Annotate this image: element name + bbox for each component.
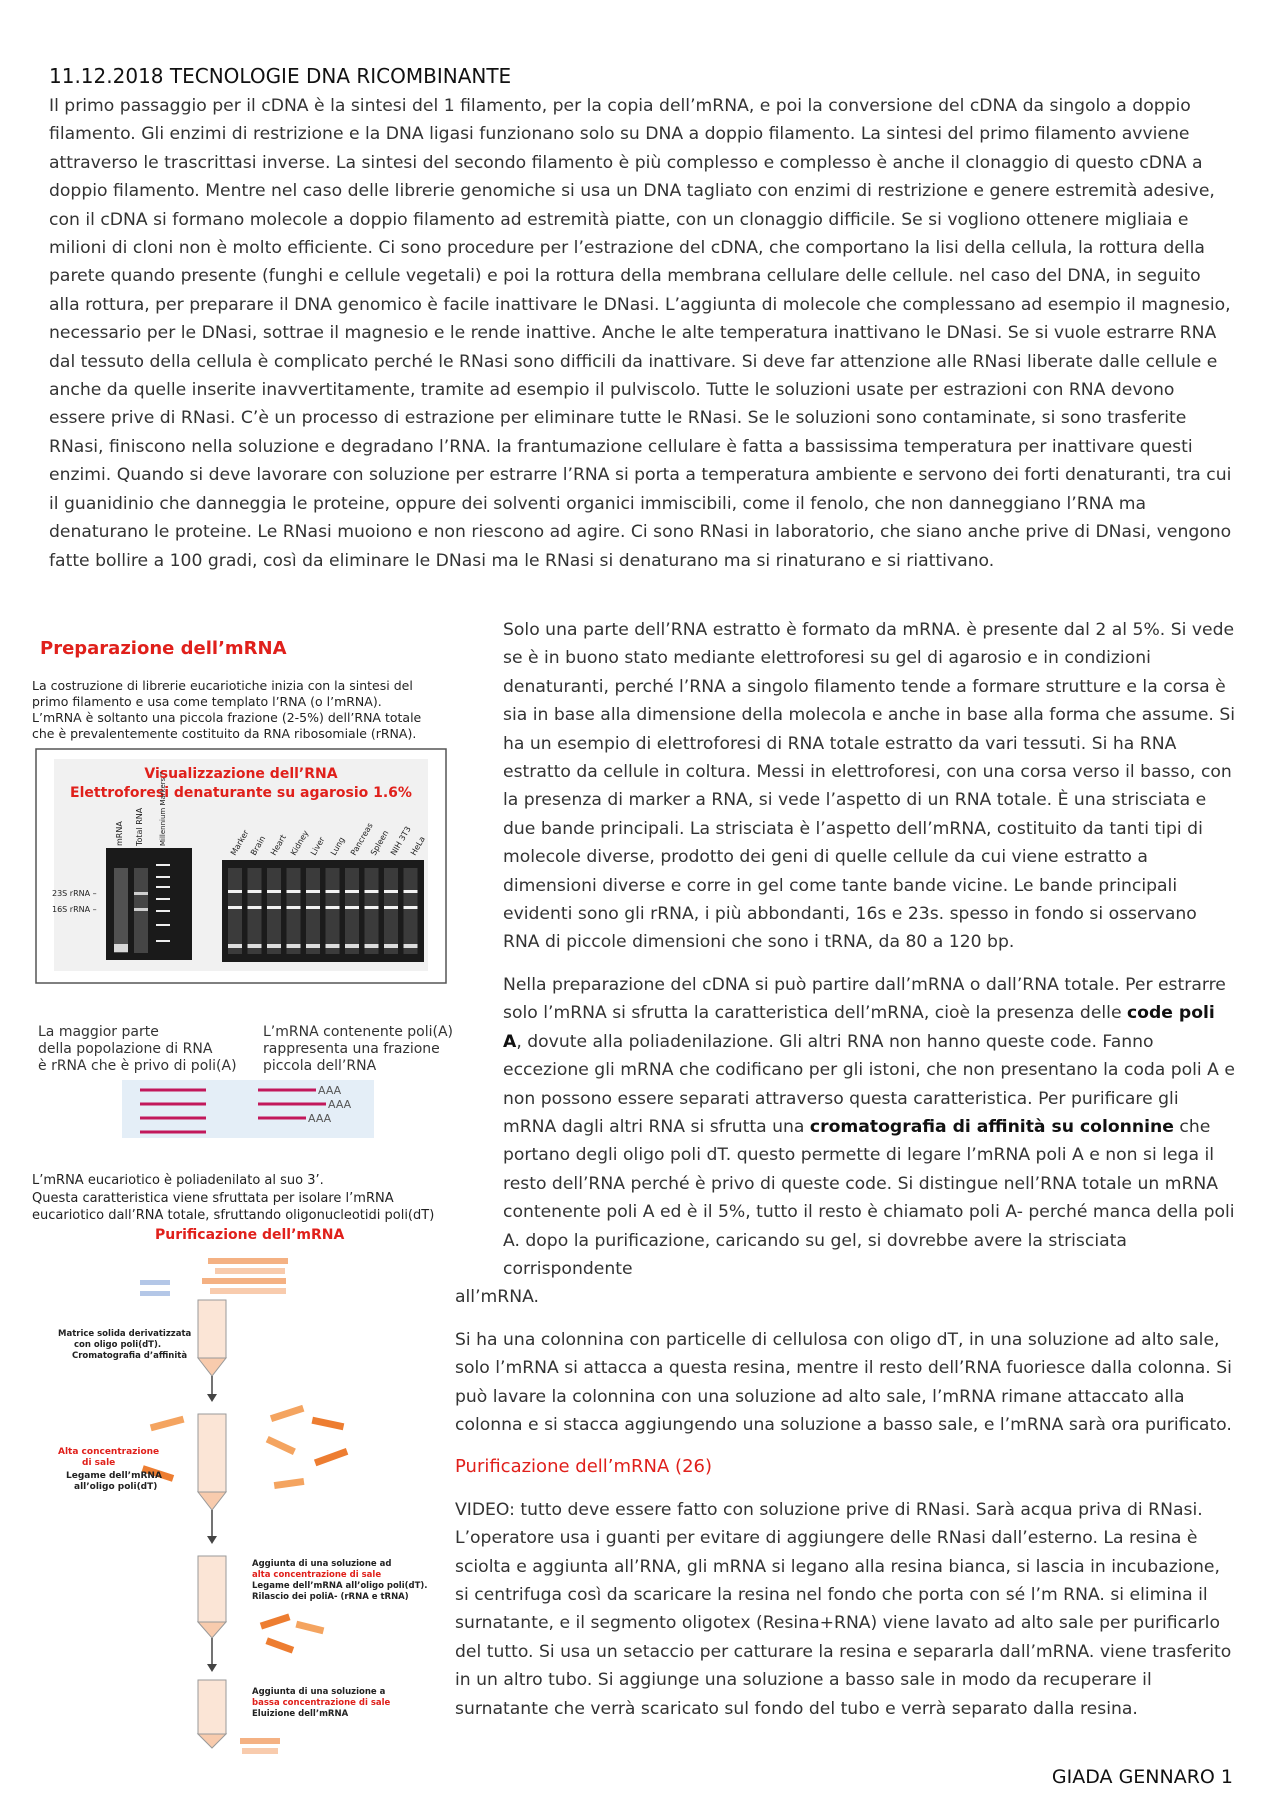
bold-code-poli-a: code poli A — [503, 1003, 1215, 1052]
svg-text:Liver: Liver — [308, 835, 327, 857]
svg-text:NIH 3T3: NIH 3T3 — [388, 824, 413, 857]
svg-text:Kidney: Kidney — [288, 828, 311, 857]
right-column-text — [455, 616, 1237, 1737]
bold-cromatografia: cromatografia di affinità su colonnine — [809, 1116, 1174, 1137]
section-heading-purification: Purificazione dell’mRNA (26) — [455, 1456, 712, 1478]
svg-text:eucariotico dall’RNA totale, s: eucariotico dall’RNA totale, sfruttando oligonucleotidi poli(dT) — [32, 1208, 435, 1223]
gel-title-1: Visualizzazione dell’RNA — [144, 766, 338, 782]
paragraph-4: VIDEO: tutto deve essere fatto con soluzione prive di RNasi. Sarà acqua priva di RNasi. L’operatore usa i guanti per evitare di aggiungere delle RNasi dall’esterno. La resina è sciolta e aggiunta all’RNA, gli mRNA si legano alla resina bianca, si lascia in incubazione, si centrifuga così da scaricare la resina nel fondo che porta con sé l’m RNA. si elimina il surnatante, e il segmento oligotex (Resina+RNA) viene lavato ad alto sale per purificarlo del tutto. Si usa un setaccio per catturare la resina e separarla dall’mRNA. viene trasferito in un altro tubo. Si aggiunge una soluzione a basso sale in modo da recuperare il surnatante che verrà scaricato sul fondo del tubo e verrà separato dalla resina. — [455, 1499, 1232, 1719]
svg-text:di sale: di sale — [82, 1458, 116, 1468]
svg-text:alta concentrazione di sale: alta concentrazione di sale — [252, 1570, 382, 1580]
footer-author: GIADA GENNARO 1 — [1051, 1766, 1233, 1788]
svg-text:L’mRNA è soltanto una piccola: L’mRNA è soltanto una piccola frazione (2-5%) dell’RNA totale — [32, 710, 422, 725]
purification-title: Purificazione dell’mRNA — [155, 1227, 345, 1243]
poly-a-captions — [38, 1024, 453, 1074]
figure-caption-2 — [32, 1173, 434, 1223]
lane-label: mRNA — [115, 821, 124, 846]
svg-text:Aggiunta di una soluzione ad: Aggiunta di una soluzione ad — [252, 1559, 392, 1569]
svg-text:bassa concentrazione di sale: bassa concentrazione di sale — [252, 1698, 391, 1708]
paragraph-3: Si ha una colonnina con particelle di cellulosa con oligo dT, in una soluzione ad alto sale, solo l’mRNA si attacca a questa resina, mentre il resto dell’RNA fuoriesce dalla colonna. Si può lavare la colonnina con una soluzione ad alto sale, l’mRNA rimane attaccato alla colonna e si stacca aggiungendo una soluzione a basso sale, e l’mRNA sarà ora purificato. — [455, 1329, 1232, 1435]
gel-panel — [36, 749, 446, 983]
svg-text:è rRNA che è privo di poli(A): è rRNA che è privo di poli(A) — [38, 1058, 237, 1074]
svg-text:all’oligo poli(dT): all’oligo poli(dT) — [74, 1482, 158, 1492]
band-16s-label: 16S rRNA – — [52, 905, 97, 914]
svg-text:Heart: Heart — [268, 833, 288, 857]
svg-text:con oligo poli(dT).: con oligo poli(dT). — [74, 1340, 162, 1350]
svg-text:Lung: Lung — [328, 835, 347, 857]
svg-text:L’mRNA eucariotico è poliadeni: L’mRNA eucariotico è poliadenilato al suo 3’. — [32, 1173, 324, 1188]
svg-text:Cromatografia d’affinità: Cromatografia d’affinità — [72, 1351, 188, 1361]
rna-fragments-top — [140, 1258, 288, 1296]
svg-text:Pancreas: Pancreas — [348, 821, 375, 857]
lane-label: Total RNA — [135, 807, 144, 846]
svg-text:Eluizione dell’mRNA: Eluizione dell’mRNA — [252, 1709, 349, 1719]
lane-label: Millennium Markers™ — [159, 770, 167, 846]
svg-text:rappresenta una frazione: rappresenta una frazione — [263, 1041, 440, 1057]
figure-caption-1 — [32, 678, 422, 741]
svg-text:Legame dell’mRNA: Legame dell’mRNA — [66, 1471, 162, 1481]
svg-text:HeLa: HeLa — [408, 834, 427, 857]
svg-text:Alta concentrazione: Alta concentrazione — [58, 1447, 160, 1457]
gel-title-2: Elettroforesi denaturante su agarosio 1.6% — [70, 785, 412, 801]
rna-fragments-3 — [260, 1614, 325, 1654]
svg-text:Spleen: Spleen — [368, 828, 391, 857]
aaa-label: AAA — [318, 1084, 342, 1097]
svg-text:della popolazione di RNA: della popolazione di RNA — [38, 1041, 213, 1057]
paragraph-1: Solo una parte dell’RNA estratto è formato da mRNA. è presente dal 2 al 5%. Si vede se è in buono stato mediante elettroforesi su gel di agarosio e in condizioni denaturanti, perché l’RNA a singolo filamento tende a formare strutture e la corsa è sia in base alla dimensione della molecola e anche in base alla forma che assume. Si ha un esempio di elettroforesi di RNA totale estratto da vari tessuti. Si ha RNA estratto da cellule in coltura. Messi in elettroforesi, con una corsa verso il basso, con la presenza di marker a RNA, si vede l’aspetto di un RNA totale. È una strisciata e due bande principali. La strisciata è l’aspetto dell’mRNA, costituito da tanti tipi di molecole diverse, prodotto dei geni di quelle cellule da cui viene estratto a dimensioni diverse e corre in gel come tante bande vicine. Le bande principali evidenti sono gli rRNA, i più abbondanti, 16s e 23s. spesso in fondo si osservano RNA di piccole dimensioni che sono i tRNA, da 80 a 120 bp. — [503, 620, 1236, 953]
purification-diagram — [58, 1258, 428, 1754]
svg-text:Brain: Brain — [248, 834, 268, 857]
svg-text:L’mRNA contenente poli(A): L’mRNA contenente poli(A) — [263, 1024, 453, 1040]
rna-fragments-2 — [142, 1405, 349, 1489]
band-23s-label: 23S rRNA – — [52, 889, 97, 898]
svg-text:piccola dell’RNA: piccola dell’RNA — [263, 1058, 377, 1074]
svg-text:Rilascio dei poliA- (rRNA e tR: Rilascio dei poliA- (rRNA e tRNA) — [252, 1592, 409, 1602]
svg-text:Aggiunta di una soluzione a: Aggiunta di una soluzione a — [252, 1687, 386, 1697]
mrna-preparation-figure — [30, 628, 470, 1760]
svg-text:Legame dell’mRNA all’oligo pol: Legame dell’mRNA all’oligo poli(dT). — [252, 1581, 428, 1591]
page-title: 11.12.2018 TECNOLOGIE DNA RICOMBINANTE — [49, 64, 512, 88]
aaa-label: AAA — [308, 1112, 332, 1125]
svg-text:primo filamento e usa come tem: primo filamento e usa come templato l’RNA (o l’mRNA). — [32, 694, 382, 709]
svg-text:Marker: Marker — [228, 828, 251, 857]
svg-text:Questa caratteristica viene sf: Questa caratteristica viene sfruttata per isolare l’mRNA — [32, 1191, 394, 1206]
svg-text:La costruzione di librerie euc: La costruzione di librerie eucariotiche inizia con la sintesi del — [32, 678, 413, 693]
intro-paragraph: Il primo passaggio per il cDNA è la sintesi del 1 filamento, per la copia dell’mRNA, e poi la conversione del cDNA da singolo a doppio filamento. Gli enzimi di restrizione e la DNA ligasi funzionano solo su DNA a doppio filamento. La sintesi del primo filamento avviene attraverso le trascrittasi inverse. La sintesi del secondo filamento è più complesso e complesso è anche il clonaggio di questo cDNA a doppio filamento. Mentre nel caso delle librerie genomiche si usa un DNA tagliato con enzimi di restrizione e genere estremità adesive, con il cDNA si formano molecole a doppio filamento ad estremità piatte, con un clonaggio difficile. Se si vogliono ottenere migliaia e milioni di cloni non è molto efficiente. Ci sono procedure per l’estrazione del cDNA, che comportano la lisi della cellula, la rottura della parete quando presente (funghi e cellule vegetali) e poi la rottura della membrana cellulare delle cellule. nel caso del DNA, in seguito alla rottura, per preparare il DNA genomico è facile inattivare le DNasi. L’aggiunta di molecole che complessano ad esempio il magnesio, necessario per le DNasi, sottrae il magnesio e le rende inattive. Anche le alte temperatura inattivano le DNasi. Se si vuole estrarre RNA dal tessuto della cellula è complicato perché le RNasi sono difficili da inattivare. Si deve far attenzione alle RNasi liberate dalle cellule e anche da quelle inserite inavvertitamente, tramite ad esempio il pulviscolo. Tutte le soluzioni usate per estrazioni con RNA devono essere prive di RNasi. C’è un processo di estrazione per eliminare tutte le RNasi. Se le soluzioni sono contaminate, si sono trasferite RNasi, finiscono nella soluzione e degradano l’RNA. la frantumazione cellulare è fatta a bassissima temperatura per inattivare questi enzimi. Quando si deve lavorare con soluzione per estrarre l’RNA si porta a temperatura ambiente e servono dei forti denaturanti, tra cui il guanidinio che danneggia le proteine, oppure dei solventi organici immiscibili, come il fenolo, che non danneggiano l’RNA ma denaturano le proteine. Le RNasi muoiono e non riescono ad agire. Ci sono RNasi in laboratorio, che siano anche prive di DNasi, vengono fatte bollire a 100 gradi, così da eliminare le DNasi ma le RNasi si denaturano ma si rinaturano e si riattivano. — [49, 96, 1232, 571]
paragraph-2: Nella preparazione del cDNA si può partire dall’mRNA o dall’RNA totale. Per estrarre solo l’mRNA si sfrutta la caratteristica dell’mRNA, cioè la presenza delle code poli A, dovute alla poliadenilazione. Gli altri RNA non hanno queste code. Fanno eccezione gli mRNA che codificano per gli istoni, che non presentano la coda poli A e non possono essere separati attraverso questa caratteristica. Per purificare gli mRNA dagli altri RNA si sfrutta una cromatografia di affinità su colonnine che portano degli oligo poli dT. questo permette di legare l’mRNA poli A e non si lega il resto dell’RNA perché è privo di queste code. Si distingue nell’RNA totale un mRNA contenente poli A ed è il 5%, tutto il resto è chiamato poli A- perché manca della poli A. dopo la purificazione, caricando su gel, si dovrebbe avere la strisciata corrispondente all’mRNA. — [455, 974, 1235, 1308]
poly-a-diagram — [122, 1080, 374, 1138]
svg-text:La maggior parte: La maggior parte — [38, 1024, 159, 1040]
svg-text:Matrice solida derivatizzata: Matrice solida derivatizzata — [58, 1329, 192, 1339]
svg-text:che è prevalentemente costitui: che è prevalentemente costituito da RNA ribosomiale (rRNA). — [32, 726, 417, 741]
aaa-label: AAA — [328, 1098, 352, 1111]
figure-heading: Preparazione dell’mRNA — [40, 638, 287, 659]
